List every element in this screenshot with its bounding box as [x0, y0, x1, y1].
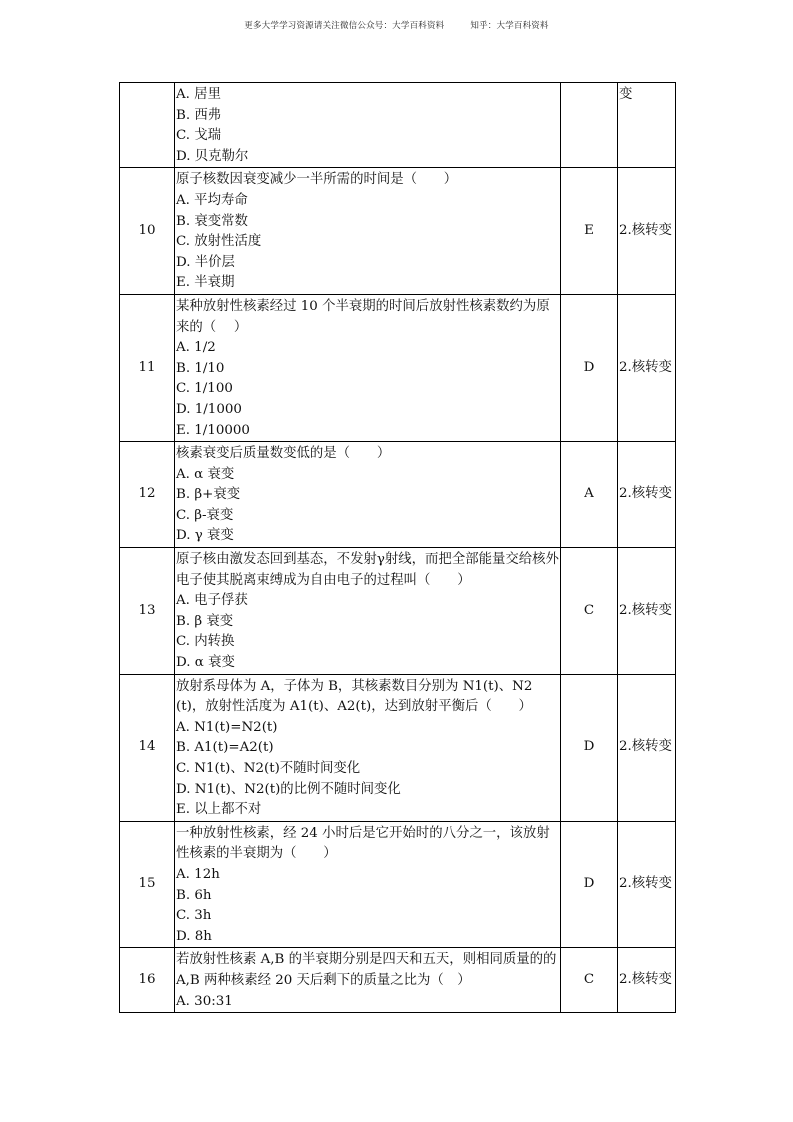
question-stem: 原子核由激发态回到基态，不发射γ射线，而把全部能量交给核外电子使其脱离束缚成为自由电子的过程叫（ ） [176, 552, 559, 588]
category-cell: 2.核转变 [618, 294, 676, 441]
option-line: B. β+衰变 [176, 487, 241, 503]
question-row [120, 821, 676, 948]
header-right-text: 知乎：大学百科资料 [470, 21, 549, 31]
question-body [175, 168, 561, 295]
answer-cell: A [561, 442, 618, 548]
option-line: C. N1(t)、N2(t)不随时间变化 [176, 761, 361, 776]
answer-cell: C [561, 548, 618, 675]
option-line: D. α 衰变 [176, 655, 235, 671]
option-line: C. 1/100 [176, 381, 233, 397]
question-stem: 原子核数因衰变减少一半所需的时间是（ ） [176, 172, 458, 188]
question-table [119, 82, 676, 1013]
answer-cell: D [561, 294, 618, 441]
question-row [120, 442, 676, 548]
option-line: A. 30:31 [176, 993, 233, 1009]
option-line: A. N1(t)=N2(t) [176, 719, 278, 735]
question-row [120, 548, 676, 675]
option-line: D. 8h [176, 928, 212, 944]
category-cell: 2.核转变 [618, 168, 676, 295]
question-stem: 若放射性核素 A,B 的半衰期分别是四天和五天，则相同质量的的 A,B 两种核素经 20 天后剩下的质量之比为（ ） [176, 952, 557, 988]
option-line: B. 西弗 [176, 107, 222, 123]
question-row [120, 674, 676, 821]
option-line: B. β 衰变 [176, 613, 234, 629]
question-row [120, 294, 676, 441]
option-line: C. 放射性活度 [176, 234, 262, 250]
question-stem: 放射系母体为 A，子体为 B，其核素数目分别为 N1(t)、N2(t)，放射性活度为 A1(t)、A2(t)，达到放射平衡后（ ） [176, 678, 533, 715]
option-line: D. N1(t)、N2(t)的比例不随时间变化 [176, 781, 401, 797]
option-line: E. 以上都不对 [176, 802, 262, 818]
option-line: B. A1(t)=A2(t) [176, 740, 274, 756]
question-stem: 核素衰变后质量数变低的是（ ） [176, 446, 391, 462]
question-number [120, 83, 175, 168]
option-line: D. γ 衰变 [176, 528, 234, 544]
option-line: C. 3h [176, 908, 212, 924]
option-line: A. α 衰变 [176, 466, 235, 482]
option-line: E. 1/10000 [176, 422, 250, 438]
answer-cell [561, 83, 618, 168]
option-line: A. 电子俘获 [176, 593, 248, 609]
question-number: 15 [120, 821, 175, 948]
option-line: A. 居里 [176, 87, 221, 102]
question-number: 14 [120, 674, 175, 821]
question-body [175, 442, 561, 548]
question-row [120, 168, 676, 295]
question-stem: 某种放射性核素经过 10 个半衰期的时间后放射性核素数约为原来的（ ） [176, 298, 550, 335]
option-line: D. 1/1000 [176, 401, 242, 417]
question-body [175, 948, 561, 1013]
option-line: B. 衰变常数 [176, 213, 248, 229]
question-body [175, 674, 561, 821]
option-line: B. 1/10 [176, 360, 225, 376]
answer-cell: D [561, 821, 618, 948]
answer-cell: E [561, 168, 618, 295]
category-cell: 2.核转变 [618, 948, 676, 1013]
question-body [175, 821, 561, 948]
category-cell: 2.核转变 [618, 821, 676, 948]
category-cell: 2.核转变 [618, 674, 676, 821]
question-body [175, 83, 561, 168]
option-line: D. 贝克勒尔 [176, 148, 249, 164]
question-number: 12 [120, 442, 175, 548]
page-header [0, 19, 793, 31]
answer-cell: D [561, 674, 618, 821]
question-body [175, 548, 561, 675]
option-line: C. 戈瑞 [176, 128, 222, 144]
option-line: B. 6h [176, 887, 212, 903]
category-cell: 2.核转变 [618, 442, 676, 548]
option-line: A. 平均寿命 [176, 192, 248, 208]
option-line: D. 半价层 [176, 254, 235, 270]
option-line: E. 半衰期 [176, 275, 235, 291]
question-row [120, 948, 676, 1013]
question-row [120, 83, 676, 168]
category-cell: 2.核转变 [618, 548, 676, 675]
question-number: 10 [120, 168, 175, 295]
category-cell: 变 [618, 83, 676, 168]
option-line: A. 1/2 [176, 340, 216, 356]
option-line: A. 12h [176, 866, 220, 882]
header-left-text: 更多大学学习资源请关注微信公众号：大学百科资料 [244, 21, 445, 31]
question-number: 16 [120, 948, 175, 1013]
answer-cell: C [561, 948, 618, 1013]
question-stem: 一种放射性核素，经 24 小时后是它开始时的八分之一，该放射性核素的半衰期为（ ） [176, 825, 550, 862]
question-body [175, 294, 561, 441]
option-line: C. β-衰变 [176, 507, 234, 523]
question-number: 13 [120, 548, 175, 675]
question-number: 11 [120, 294, 175, 441]
option-line: C. 内转换 [176, 634, 235, 650]
